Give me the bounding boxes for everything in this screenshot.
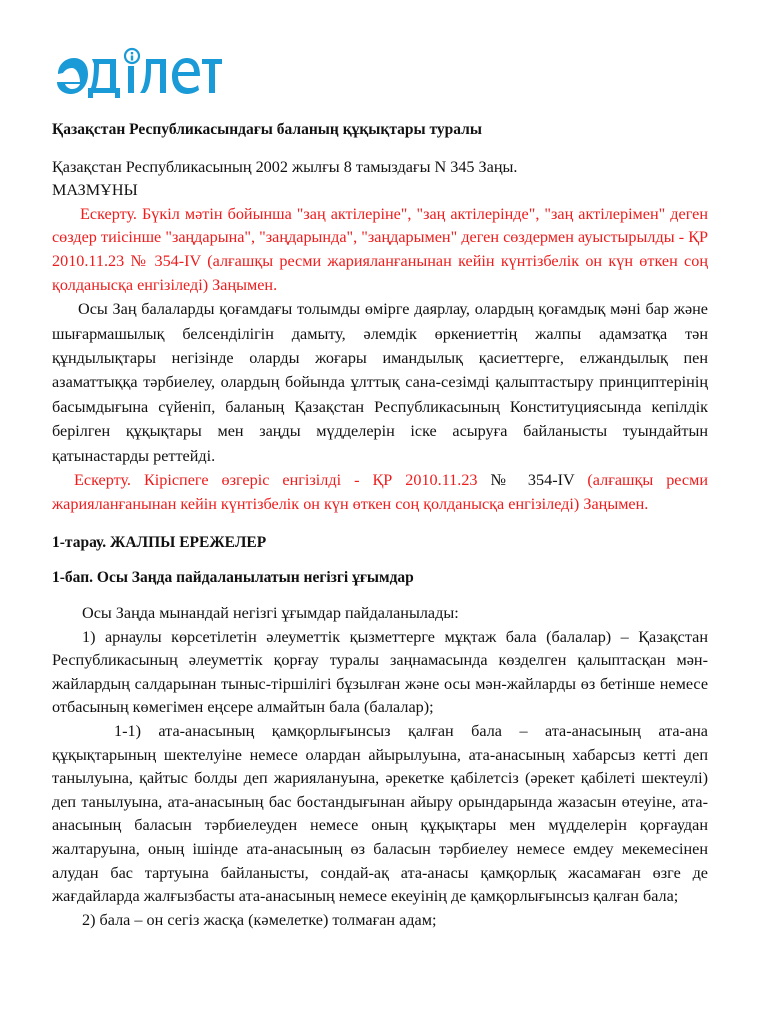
amendment-note-1: Ескерту. Бүкіл мәтін бойынша "заң актілеріне", "заң актілерінде", "заң актілерімен" деген сөздер тиісінше "заңдарына", "заңдарында", "заңдарымен" деген сөздермен ауыстырылды - ҚР 2010.11.23 № 354-IV (алғашқы ресми жарияланғанынан кейін күнтізбелік он күн өткен соң қолданысқа енгізіледі) Заңымен.	[52, 204, 708, 294]
section-heading: 1-тарау. ЖАЛПЫ ЕРЕЖЕЛЕР	[52, 533, 267, 551]
document-body	[52, 118, 708, 932]
contents-label[interactable]: МАЗМҰНЫ	[52, 181, 138, 200]
amendment-note-2-suffix: (алғашқы ресми жарияланғанынан кейін күнтізбелік он күн өткен соң қолданысқа енгізіледі) Заңымен.	[52, 471, 708, 514]
adilet-logo-icon	[52, 44, 222, 108]
definition-item-1: 1) арнаулы көрсетілетін әлеуметтік қызметтерге мұқтаж бала (балалар) – Қазақстан Республикасының әлеуметтік қорғау туралы заңнамасында көзделген қалыптасқан мән-жайлардың салдарынан тыныс-тіршілігі бұзылған және осы мән-жайларды өз бетінше немесе отбасының көмегімен еңсере алмайтын бала (балалар);	[52, 627, 708, 717]
adilet-logo[interactable]	[52, 44, 222, 108]
article-heading: 1-бап. Осы Заңда пайдаланылатын негізгі ұғымдар	[52, 569, 414, 587]
amendment-note-2-prefix: Ескерту. Кіріспеге өзгеріс енгізілді - ҚР 2010.11.23	[74, 471, 491, 489]
definition-item-1-1: 1-1) ата-анасының қамқорлығынсыз қалған бала – ата-анасының ата-ана құқықтарының шектелуіне немесе олардан айырылуына, ата-анасының хабарсыз кетті деп танылуына, қайтыс болды деп жариялануына, әрекетке қабілетсіз (әрекет қабілеті шектеулі) деп танылуына, ата-анасының бас бостандығынан айыру орындарында жазасын өтеуіне, ата-анасының баласын тәрбиелеуден немесе оның құқықтары мен мүдделерін қорғаудан жалтаруына, оның ішінде ата-анасының өз баласын тәрбиелеу немесе емдеу мекемесінен алудан бас тартуына байланысты, сондай-ақ ата-анасы қамқорлық жасамаған өзге де жағдайларда жалғызбасты ата-анасының немесе екеуінің де қамқорлығынсыз қалған бала;	[52, 721, 708, 906]
article-intro: Осы Заңда мынандай негізгі ұғымдар пайдаланылады:	[82, 604, 459, 622]
definition-item-2: 2) бала – он сегіз жасқа (кәмелетке) толмаған адам;	[82, 910, 437, 929]
amendment-law-number-link[interactable]: № 354-IV	[490, 471, 575, 489]
preamble-paragraph: Осы Заң балаларды қоғамдағы толымды өмірге даярлау, олардың қоғамдық мәні бар және шығармашылық белсенділігін дамыту, әлемдік өркениеттің жалпы адамзатқа тән құндылықтары негізінде оларды жоғары имандылық қасиеттерге, елжандылық пен азаматтыққа тәрбиелеу, олардың бойында ұлттық сана-сезімді қалыптастыру принциптерінің басымдығына сүйеніп, баланың Қазақстан Республикасының Конституциясында кепілдік берілген құқықтары мен заңды мүдделерін іске асыруға байланысты туындайтын қатынастарды реттейді.	[52, 300, 708, 465]
amendment-note-2	[52, 468, 708, 517]
document-title: Қазақстан Республикасындағы баланың құқықтары туралы	[52, 121, 482, 138]
law-reference-line: Қазақстан Республикасының 2002 жылғы 8 тамыздағы N 345 Заңы.	[52, 157, 518, 176]
